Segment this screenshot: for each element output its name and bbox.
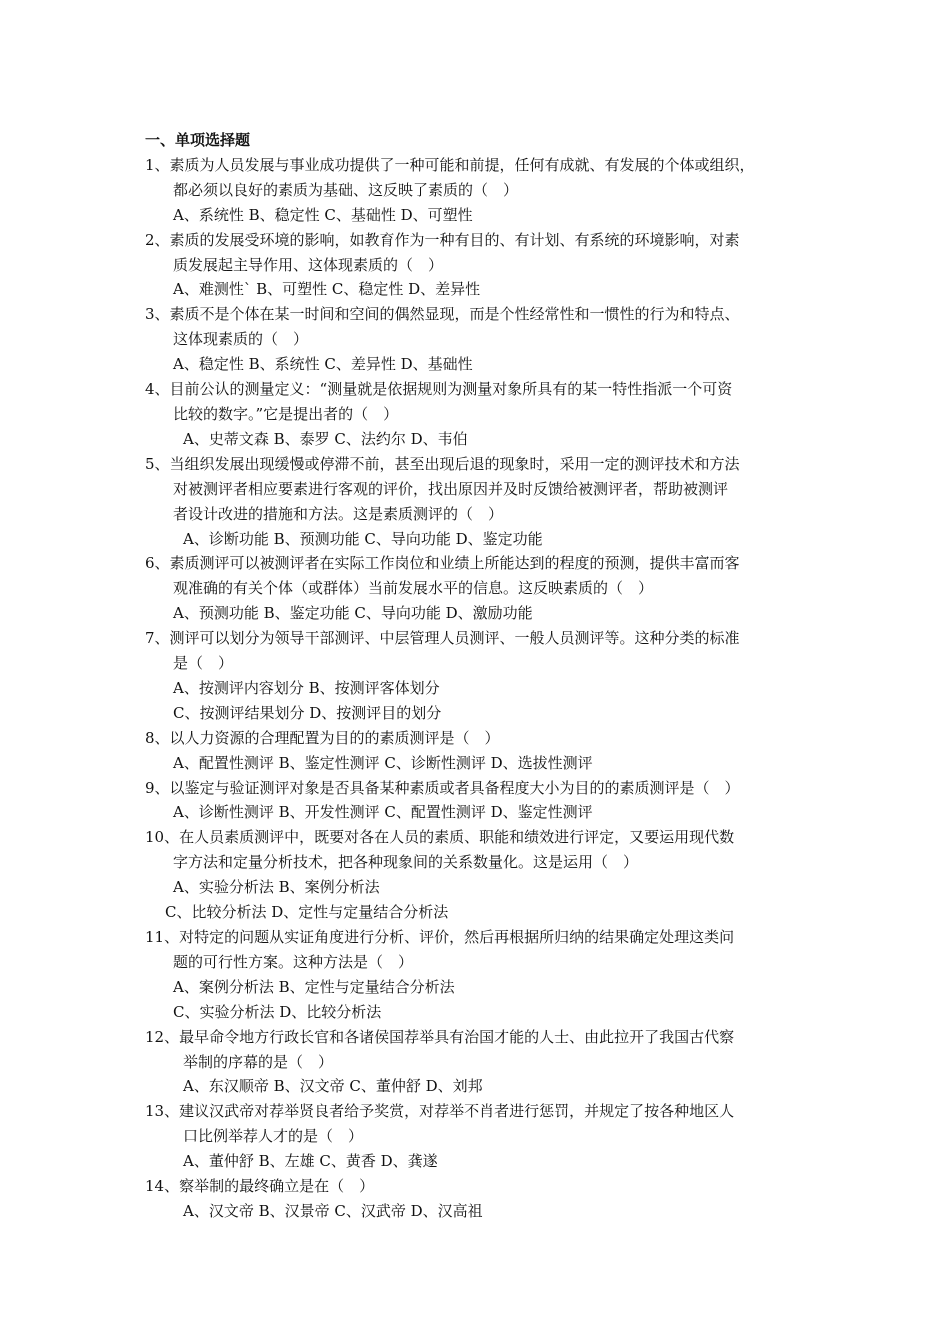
question-continuation-line: 都必须以良好的素质为基础、这反映了素质的（ ） (173, 180, 519, 199)
option-line: A、东汉顺帝 B、汉文帝 C、董仲舒 D、刘邦 (183, 1077, 483, 1096)
question-line: 11、对特定的问题从实证角度进行分析、评价，然后再根据所归纳的结果确定处理这类问 (145, 928, 735, 946)
question-list (145, 128, 825, 1224)
question-line: 2、素质的发展受环境的影响，如教育作为一种有目的、有计划、有系统的环境影响，对素 (145, 230, 740, 249)
question-continuation-line: 是（ ） (173, 654, 234, 673)
option-line: A、预测功能 B、鉴定功能 C、导向功能 D、激励功能 (173, 604, 533, 623)
question-continuation-line: 对被测评者相应要素进行客观的评价，找出原因并及时反馈给被测评者，帮助被测评 (173, 479, 729, 498)
lines-container (145, 153, 825, 1224)
option-line: A、史蒂文森 B、泰罗 C、法约尔 D、韦伯 (183, 429, 468, 448)
question-line: 7、测评可以划分为领导干部测评、中层管理人员测评、一般人员测评等。这种分类的标准 (145, 629, 740, 648)
question-line: 10、在人员素质测评中，既要对各在人员的素质、职能和绩效进行评定，又要运用现代数 (145, 828, 735, 847)
option-line: C、比较分析法 D、定性与定量结合分析法 (165, 903, 449, 922)
option-line: C、按测评结果划分 D、按测评目的划分 (173, 703, 442, 722)
option-line: A、诊断性测评 B、开发性测评 C、配置性测评 D、鉴定性测评 (173, 803, 593, 822)
question-line: 3、素质不是个体在某一时间和空间的偶然显现，而是个性经常性和一惯性的行为和特点、 (145, 305, 740, 324)
question-continuation-line: 字方法和定量分析技术，把各种现象间的关系数量化。这是运用（ ） (173, 853, 639, 872)
option-line: A、董仲舒 B、左雄 C、黄香 D、龚遂 (183, 1152, 438, 1171)
option-line: A、配置性测评 B、鉴定性测评 C、诊断性测评 D、选拔性测评 (173, 753, 593, 772)
option-line: A、实验分析法 B、案例分析法 (173, 878, 380, 897)
question-line: 5、当组织发展出现缓慢或停滞不前，甚至出现后退的现象时，采用一定的测评技术和方法 (145, 454, 740, 473)
option-line: A、案例分析法 B、定性与定量结合分析法 (173, 977, 455, 996)
question-line: 13、建议汉武帝对荐举贤良者给予奖赏，对荐举不肖者进行惩罚，并规定了按各种地区人 (145, 1102, 735, 1121)
option-line: A、诊断功能 B、预测功能 C、导向功能 D、鉴定功能 (183, 529, 543, 548)
question-line: 12、最早命令地方行政长官和各诸侯国荐举具有治国才能的人士、由此拉开了我国古代察 (145, 1027, 735, 1046)
question-continuation-line: 者设计改进的措施和方法。这是素质测评的（ ） (173, 504, 504, 523)
option-line: 举制的序幕的是（ ） (183, 1052, 334, 1071)
question-line: 4、目前公认的测量定义：“测量就是依据规则为测量对象所具有的某一特性指派一个可资 (145, 380, 733, 399)
question-line: 6、素质测评可以被测评者在实际工作岗位和业绩上所能达到的程度的预测，提供丰富而客 (145, 554, 740, 573)
option-line: A、稳定性 B、系统性 C、差异性 D、基础性 (173, 355, 473, 374)
question-line: 1、素质为人员发展与事业成功提供了一种可能和前提，任何有成就、有发展的个体或组织， (145, 155, 755, 174)
option-line: A、系统性 B、稳定性 C、基础性 D、可塑性 (173, 205, 473, 224)
question-line: 9、以鉴定与验证测评对象是否具备某种素质或者具备程度大小为目的的素质测评是（ ） (145, 778, 740, 797)
question-continuation-line: 观准确的有关个体（或群体）当前发展水平的信息。这反映素质的（ ） (173, 579, 654, 598)
option-line: C、实验分析法 D、比较分析法 (173, 1002, 382, 1021)
option-line: A、按测评内容划分 B、按测评客体划分 (173, 678, 440, 697)
question-line: 8、以人力资源的合理配置为目的的素质测评是（ ） (145, 728, 500, 747)
question-continuation-line: 质发展起主导作用、这体现素质的（ ） (173, 255, 444, 274)
option-line: A、汉文帝 B、汉景帝 C、汉武帝 D、汉高祖 (183, 1201, 483, 1220)
question-continuation-line: 这体现素质的（ ） (173, 330, 309, 349)
option-line: 口比例举荐人才的是（ ） (183, 1127, 364, 1146)
option-line: A、难测性` B、可塑性 C、稳定性 D、差异性 (173, 280, 481, 299)
question-continuation-line: 比较的数字。”它是提出者的（ ） (173, 404, 399, 423)
section-title: 一、单项选择题 (145, 131, 251, 149)
question-continuation-line: 题的可行性方案。这种方法是（ ） (173, 952, 414, 971)
question-line: 14、察举制的最终确立是在（ ） (145, 1177, 375, 1196)
